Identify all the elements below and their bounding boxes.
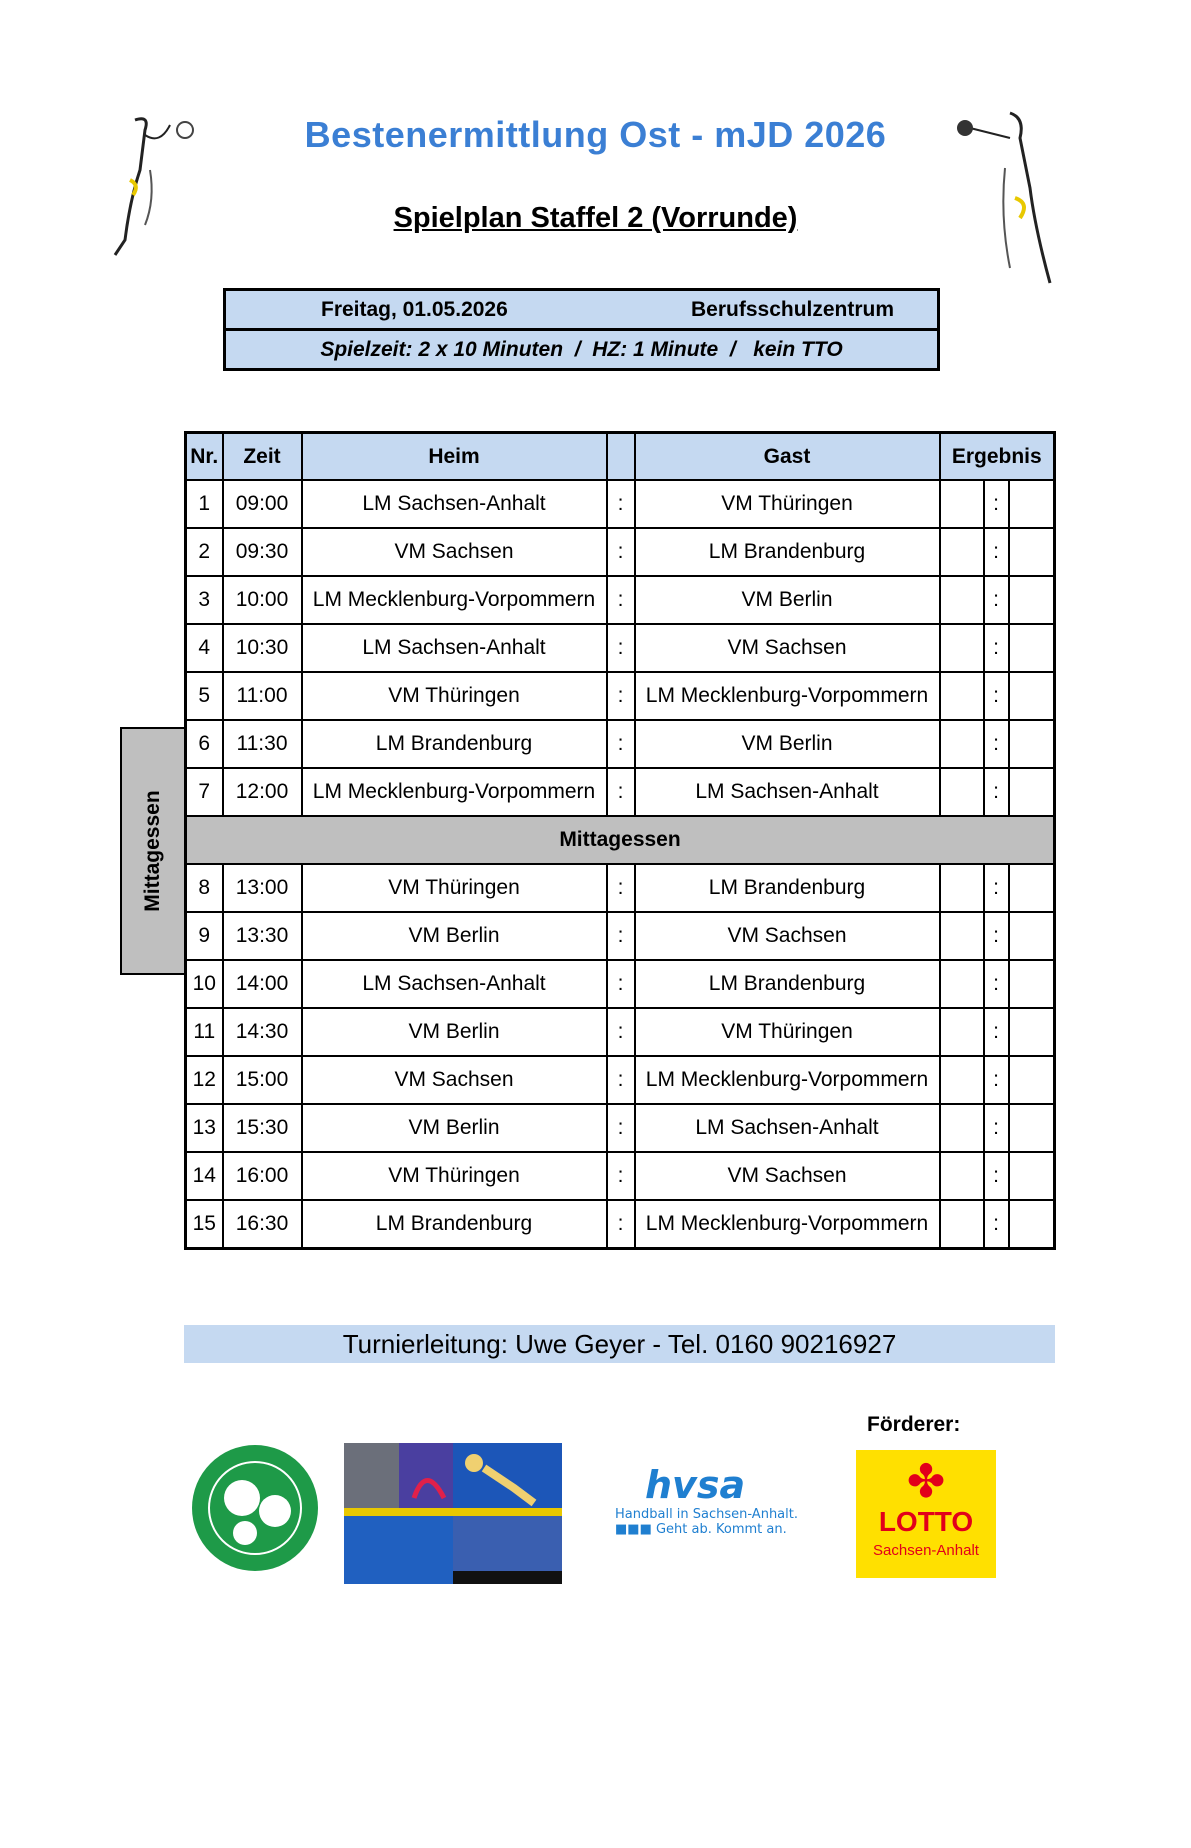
match-time: 09:00 — [223, 480, 302, 528]
result-guest[interactable] — [1009, 1152, 1055, 1200]
guest-team: LM Sachsen-Anhalt — [635, 768, 940, 816]
match-nr: 7 — [186, 768, 223, 816]
home-team: LM Mecklenburg-Vorpommern — [302, 768, 607, 816]
result-separator: : — [984, 1200, 1009, 1249]
vs-separator: : — [607, 576, 635, 624]
result-guest[interactable] — [1009, 864, 1055, 912]
table-row — [186, 960, 1055, 1008]
match-time: 09:30 — [223, 528, 302, 576]
table-row — [186, 1056, 1055, 1104]
home-team: LM Brandenburg — [302, 720, 607, 768]
match-nr: 11 — [186, 1008, 223, 1056]
result-guest[interactable] — [1009, 1200, 1055, 1249]
home-team: VM Berlin — [302, 1104, 607, 1152]
vs-separator: : — [607, 480, 635, 528]
match-time: 10:00 — [223, 576, 302, 624]
header-gast: Gast — [635, 433, 940, 481]
match-nr: 15 — [186, 1200, 223, 1249]
match-nr: 13 — [186, 1104, 223, 1152]
table-row — [186, 1008, 1055, 1056]
vs-separator: : — [607, 864, 635, 912]
match-time: 11:30 — [223, 720, 302, 768]
match-time: 16:30 — [223, 1200, 302, 1249]
guest-team: LM Mecklenburg-Vorpommern — [635, 1056, 940, 1104]
event-venue: Berufsschulzentrum — [691, 297, 895, 321]
header-separator — [607, 433, 635, 481]
event-date: Freitag, 01.05.2026 — [321, 297, 508, 321]
guest-team: VM Sachsen — [635, 912, 940, 960]
guest-team: VM Thüringen — [635, 1008, 940, 1056]
hvsa-logo: hvsa Handball in Sachsen-Anhalt. ■■■ Geht ab. Kommt an. — [615, 1463, 798, 1537]
home-team: VM Thüringen — [302, 672, 607, 720]
result-separator: : — [984, 912, 1009, 960]
guest-team: LM Brandenburg — [635, 864, 940, 912]
header-heim: Heim — [302, 433, 607, 481]
guest-team: VM Thüringen — [635, 480, 940, 528]
sg-kuehnau-logo — [190, 1443, 320, 1573]
match-time: 16:00 — [223, 1152, 302, 1200]
result-separator: : — [984, 768, 1009, 816]
match-time: 14:00 — [223, 960, 302, 1008]
berufsschulzentrum-arena-logo — [344, 1443, 562, 1584]
result-home[interactable] — [940, 1008, 984, 1056]
match-nr: 12 — [186, 1056, 223, 1104]
result-home[interactable] — [940, 1056, 984, 1104]
match-nr: 6 — [186, 720, 223, 768]
match-nr: 14 — [186, 1152, 223, 1200]
vs-separator: : — [607, 1104, 635, 1152]
lunch-side-label: Mittagessen — [120, 727, 184, 975]
match-nr: 8 — [186, 864, 223, 912]
home-team: LM Sachsen-Anhalt — [302, 480, 607, 528]
home-team: VM Sachsen — [302, 1056, 607, 1104]
result-guest[interactable] — [1009, 1056, 1055, 1104]
result-separator: : — [984, 480, 1009, 528]
vs-separator: : — [607, 1056, 635, 1104]
match-nr: 2 — [186, 528, 223, 576]
result-separator: : — [984, 1056, 1009, 1104]
result-separator: : — [984, 720, 1009, 768]
vs-separator: : — [607, 912, 635, 960]
result-home[interactable] — [940, 576, 984, 624]
home-team: VM Thüringen — [302, 864, 607, 912]
table-header-row — [186, 433, 1055, 481]
guest-team: LM Brandenburg — [635, 528, 940, 576]
result-guest[interactable] — [1009, 480, 1055, 528]
result-home[interactable] — [940, 720, 984, 768]
match-time: 14:30 — [223, 1008, 302, 1056]
result-separator: : — [984, 624, 1009, 672]
table-row — [186, 1104, 1055, 1152]
result-guest[interactable] — [1009, 576, 1055, 624]
home-team: LM Sachsen-Anhalt — [302, 624, 607, 672]
result-separator: : — [984, 576, 1009, 624]
guest-team: VM Sachsen — [635, 1152, 940, 1200]
vs-separator: : — [607, 768, 635, 816]
result-guest[interactable] — [1009, 912, 1055, 960]
table-row — [186, 1152, 1055, 1200]
match-time: 13:30 — [223, 912, 302, 960]
table-row — [186, 1200, 1055, 1249]
result-home[interactable] — [940, 1104, 984, 1152]
table-row — [186, 576, 1055, 624]
table-row — [186, 720, 1055, 768]
result-home[interactable] — [940, 912, 984, 960]
vs-separator: : — [607, 528, 635, 576]
schedule-table — [184, 431, 1056, 1250]
result-separator: : — [984, 960, 1009, 1008]
result-guest[interactable] — [1009, 1104, 1055, 1152]
result-home[interactable] — [940, 1200, 984, 1249]
result-home[interactable] — [940, 1152, 984, 1200]
table-row — [186, 768, 1055, 816]
vs-separator: : — [607, 960, 635, 1008]
result-separator: : — [984, 1152, 1009, 1200]
table-row — [186, 528, 1055, 576]
result-home[interactable] — [940, 624, 984, 672]
table-row — [186, 624, 1055, 672]
home-team: LM Mecklenburg-Vorpommern — [302, 576, 607, 624]
match-time: 12:00 — [223, 768, 302, 816]
header-ergebnis: Ergebnis — [940, 433, 1055, 481]
match-nr: 5 — [186, 672, 223, 720]
game-rules: Spielzeit: 2 x 10 Minuten / HZ: 1 Minute / kein TTO — [320, 337, 843, 361]
vs-separator: : — [607, 672, 635, 720]
result-home[interactable] — [940, 528, 984, 576]
vs-separator: : — [607, 720, 635, 768]
match-nr: 10 — [186, 960, 223, 1008]
result-home[interactable] — [940, 768, 984, 816]
vs-separator: : — [607, 624, 635, 672]
guest-team: VM Sachsen — [635, 624, 940, 672]
event-info-box — [223, 288, 940, 371]
vs-separator: : — [607, 1200, 635, 1249]
page-title: Bestenermittlung Ost - mJD 2026 — [304, 114, 887, 155]
lotto-logo: ✤ LOTTO Sachsen-Anhalt — [856, 1450, 996, 1578]
home-team: VM Thüringen — [302, 1152, 607, 1200]
result-guest[interactable] — [1009, 960, 1055, 1008]
result-separator: : — [984, 1008, 1009, 1056]
match-nr: 9 — [186, 912, 223, 960]
vs-separator: : — [607, 1152, 635, 1200]
guest-team: LM Mecklenburg-Vorpommern — [635, 672, 940, 720]
result-guest[interactable] — [1009, 672, 1055, 720]
match-time: 15:00 — [223, 1056, 302, 1104]
guest-team: LM Brandenburg — [635, 960, 940, 1008]
lunch-break-row — [186, 816, 1055, 864]
match-nr: 1 — [186, 480, 223, 528]
lunch-break-label: Mittagessen — [186, 816, 1055, 864]
tournament-director: Turnierleitung: Uwe Geyer - Tel. 0160 90216927 — [184, 1325, 1055, 1363]
home-team: VM Berlin — [302, 1008, 607, 1056]
match-nr: 4 — [186, 624, 223, 672]
result-separator: : — [984, 864, 1009, 912]
result-home[interactable] — [940, 672, 984, 720]
result-home[interactable] — [940, 960, 984, 1008]
home-team: LM Sachsen-Anhalt — [302, 960, 607, 1008]
sponsor-label: Förderer: — [867, 1413, 961, 1436]
result-separator: : — [984, 672, 1009, 720]
guest-team: VM Berlin — [635, 576, 940, 624]
result-guest[interactable] — [1009, 1008, 1055, 1056]
result-home[interactable] — [940, 480, 984, 528]
vs-separator: : — [607, 1008, 635, 1056]
guest-team: LM Sachsen-Anhalt — [635, 1104, 940, 1152]
result-guest[interactable] — [1009, 624, 1055, 672]
home-team: VM Sachsen — [302, 528, 607, 576]
match-nr: 3 — [186, 576, 223, 624]
result-separator: : — [984, 528, 1009, 576]
guest-team: VM Berlin — [635, 720, 940, 768]
match-time: 15:30 — [223, 1104, 302, 1152]
header-nr: Nr. — [186, 433, 223, 481]
page-subtitle: Spielplan Staffel 2 (Vorrunde) — [393, 202, 798, 234]
home-team: LM Brandenburg — [302, 1200, 607, 1249]
result-home[interactable] — [940, 864, 984, 912]
table-row — [186, 672, 1055, 720]
home-team: VM Berlin — [302, 912, 607, 960]
result-separator: : — [984, 1104, 1009, 1152]
match-time: 13:00 — [223, 864, 302, 912]
table-row — [186, 912, 1055, 960]
table-row — [186, 864, 1055, 912]
header-zeit: Zeit — [223, 433, 302, 481]
table-row — [186, 480, 1055, 528]
result-guest[interactable] — [1009, 720, 1055, 768]
guest-team: LM Mecklenburg-Vorpommern — [635, 1200, 940, 1249]
result-guest[interactable] — [1009, 768, 1055, 816]
result-guest[interactable] — [1009, 528, 1055, 576]
match-time: 10:30 — [223, 624, 302, 672]
match-time: 11:00 — [223, 672, 302, 720]
